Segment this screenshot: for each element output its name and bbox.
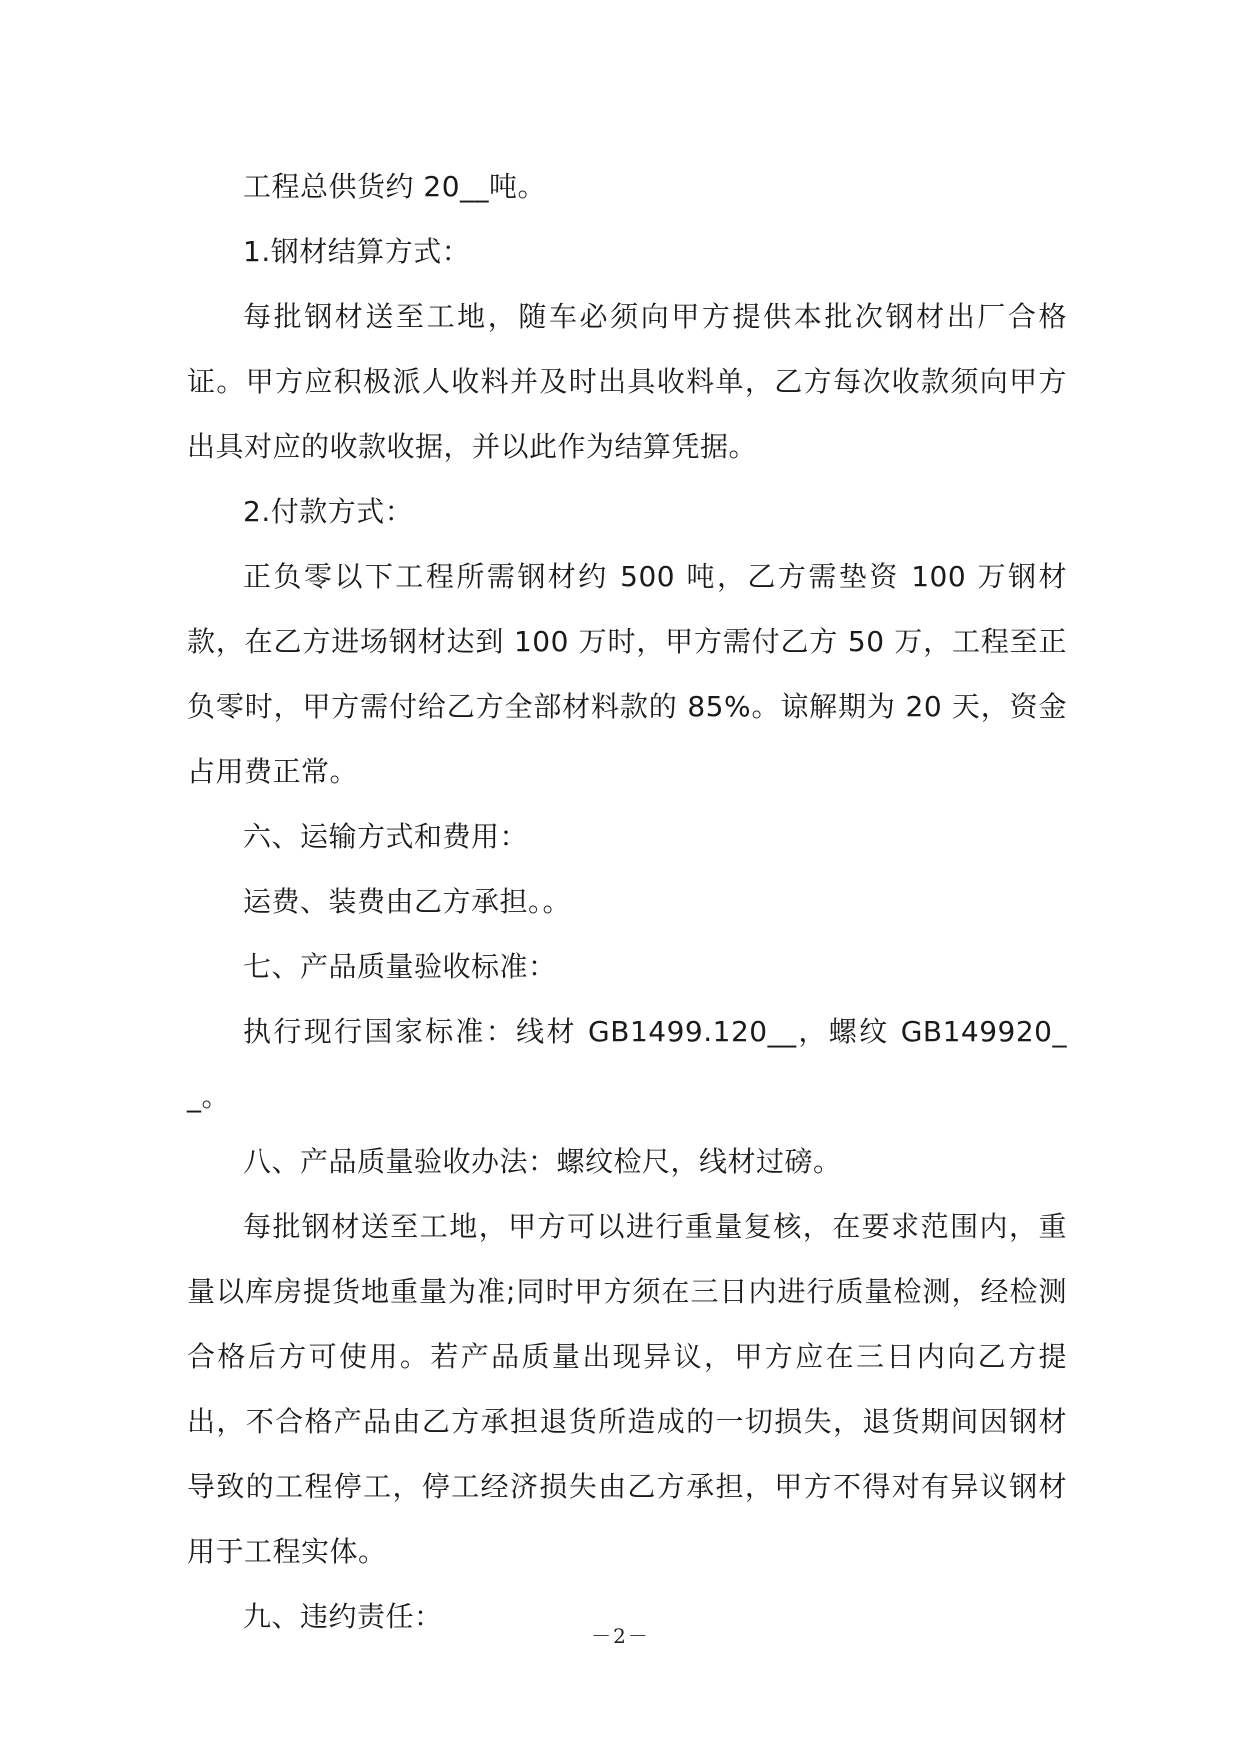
paragraph-settlement: 每批钢材送至工地，随车必须向甲方提供本批次钢材出厂合格证。甲方应积极派人收料并及时出具收料单，乙方每次收款须向甲方出具对应的收款收据，并以此作为结算凭据。: [187, 300, 1067, 463]
paragraph-total-supply: 工程总供货约 20__吨。: [243, 170, 547, 203]
document-body: [187, 154, 1067, 1649]
paragraph-quality-check: 每批钢材送至工地，甲方可以进行重量复核，在要求范围内，重量以库房提货地重量为准;同时甲方须在三日内进行质量检测，经检测合格后方可使用。若产品质量出现异议，甲方应在三日内向乙方提出，不合格产品由乙方承担退货所造成的一切损失，退货期间因钢材导致的工程停工，停工经济损失由乙方承担，甲方不得对有异议钢材用于工程实体。: [187, 1210, 1067, 1568]
page-number: －2－: [591, 1624, 650, 1648]
heading-quality-standard: 七、产品质量验收标准：: [243, 950, 557, 983]
paragraph-transport: 运费、装费由乙方承担。。: [243, 885, 572, 918]
heading-payment-method: 2.付款方式：: [243, 495, 414, 528]
heading-liability: 九、违约责任：: [243, 1600, 443, 1633]
paragraph-quality-standard: 执行现行国家标准：线材 GB1499.120__，螺纹 GB149920__。: [187, 1015, 1067, 1113]
heading-settlement-method: 1.钢材结算方式：: [243, 235, 471, 268]
paragraph-payment: 正负零以下工程所需钢材约 500 吨，乙方需垫资 100 万钢材款，在乙方进场钢材达到 100 万时，甲方需付乙方 50 万，工程至正负零时，甲方需付给乙方全部材料款的 85%。谅解期为 20 天，资金占用费正常。: [187, 560, 1067, 788]
heading-transport: 六、运输方式和费用：: [243, 820, 529, 853]
heading-quality-method: 八、产品质量验收办法：螺纹检尺，线材过磅。: [243, 1145, 842, 1178]
